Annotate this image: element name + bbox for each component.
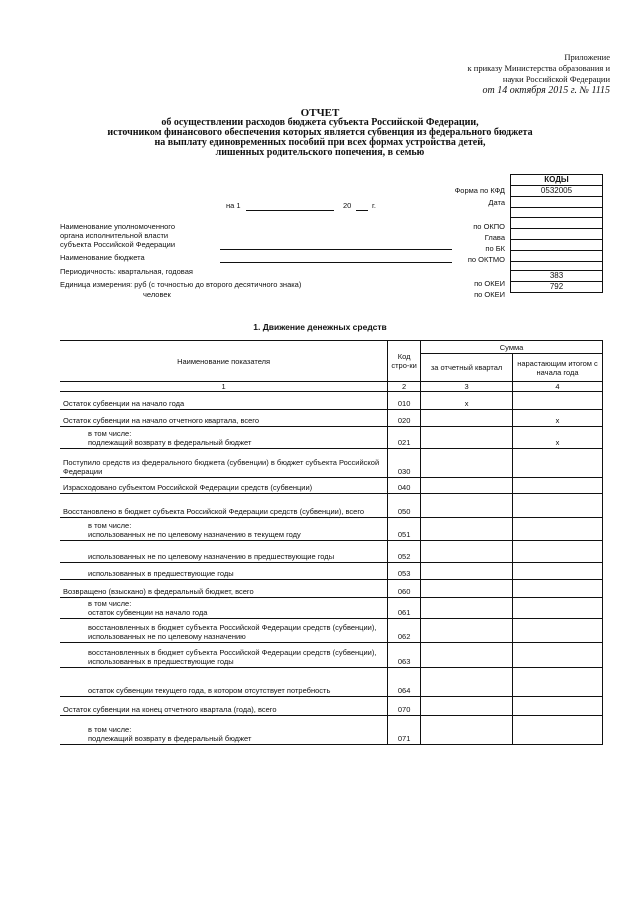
row-quarter-value[interactable]	[421, 541, 513, 563]
oktmo-label: по ОКТМО	[467, 255, 505, 264]
appendix-block	[440, 52, 610, 96]
row-code: 064	[388, 668, 421, 697]
title-line2: источником финансового обеспечения которых является субвенция из федерального бюджета	[107, 127, 533, 138]
appendix-date-line: от 14 октября 2015 г. № 1115	[482, 85, 610, 96]
row-name: Поступило средств из федерального бюджета (субвенции) в бюджет субъекта Российской Федерации	[60, 449, 388, 478]
row-cumulative-value[interactable]	[513, 541, 603, 563]
table-row	[60, 619, 603, 643]
row-cumulative-value[interactable]	[513, 598, 603, 619]
org-label-line1: Наименование уполномоченного	[60, 222, 176, 231]
row-quarter-value[interactable]	[421, 580, 513, 598]
row-cumulative-value[interactable]	[513, 716, 603, 745]
row-quarter-value[interactable]	[421, 449, 513, 478]
unit-label-line1: Единица измерения: руб (с точностью до второго десятичного знака)	[60, 280, 302, 289]
num-1: 1	[60, 382, 388, 392]
okei-label-2: по ОКЕИ	[474, 290, 505, 299]
row-quarter-value[interactable]	[421, 697, 513, 716]
row-name: в том числе: остаток субвенции на начало года	[60, 598, 388, 619]
row-code: 021	[388, 427, 421, 449]
org-label	[60, 222, 175, 249]
row-name: в том числе: подлежащий возврату в федеральный бюджет	[60, 427, 388, 449]
org-label-line2: органа исполнительной власти	[60, 231, 169, 240]
row-cumulative-value[interactable]	[513, 449, 603, 478]
table-row	[60, 478, 603, 494]
table-row	[60, 563, 603, 580]
row-name: в том числе: использованных не по целевому назначению в текущем году	[60, 518, 388, 541]
row-quarter-value[interactable]	[421, 427, 513, 449]
table-row	[60, 668, 603, 697]
row-code: 052	[388, 541, 421, 563]
row-name: Остаток субвенции на начало года	[60, 392, 388, 410]
year-underline[interactable]	[356, 210, 368, 211]
row-cumulative-value[interactable]: x	[513, 410, 603, 427]
okei-label-1: по ОКЕИ	[474, 279, 505, 288]
title-line4: лишенных родительского попечения, в семью	[215, 147, 425, 158]
year-prefix: 20	[343, 201, 352, 210]
date-label: Дата	[488, 198, 505, 207]
form-label: Форма по КФД	[454, 186, 505, 195]
row-code: 050	[388, 494, 421, 518]
row-cumulative-value[interactable]	[513, 643, 603, 668]
row-quarter-value[interactable]	[421, 518, 513, 541]
row-quarter-value[interactable]	[421, 563, 513, 580]
row-quarter-value[interactable]	[421, 643, 513, 668]
row-code: 061	[388, 598, 421, 619]
row-name: в том числе: подлежащий возврату в федеральный бюджет	[60, 716, 388, 745]
row-cumulative-value[interactable]	[513, 478, 603, 494]
form-code-cell[interactable]: 0532005	[510, 185, 603, 197]
row-code: 071	[388, 716, 421, 745]
row-quarter-value[interactable]	[421, 668, 513, 697]
table-row	[60, 392, 603, 410]
num-2: 2	[388, 382, 421, 392]
title-main: ОТЧЕТ	[300, 107, 340, 119]
year-suffix: г.	[372, 201, 376, 210]
report-title	[0, 108, 640, 158]
row-quarter-value[interactable]	[421, 478, 513, 494]
codes-box	[510, 175, 603, 293]
periodicity-label: Периодичность: квартальная, годовая	[60, 267, 193, 276]
table-row	[60, 518, 603, 541]
unit-label-line2: человек	[143, 290, 171, 299]
row-name: восстановленных в бюджет субъекта Российской Федерации средств (субвенции), использованных в предшествующие годы	[60, 643, 388, 668]
row-code: 010	[388, 392, 421, 410]
section-title: 1. Движение денежных средств	[253, 322, 387, 332]
table-row	[60, 541, 603, 563]
row-cumulative-value[interactable]	[513, 518, 603, 541]
table-row	[60, 427, 603, 449]
row-code: 060	[388, 580, 421, 598]
row-quarter-value[interactable]	[421, 494, 513, 518]
row-cumulative-value[interactable]	[513, 494, 603, 518]
row-cumulative-value[interactable]	[513, 697, 603, 716]
row-quarter-value[interactable]	[421, 716, 513, 745]
header-code: Код стро-ки	[388, 341, 421, 382]
table-number-row	[60, 382, 603, 392]
table-row	[60, 449, 603, 478]
bk-label: по БК	[485, 244, 505, 253]
row-name: Остаток субвенции на начало отчетного квартала, всего	[60, 410, 388, 427]
row-code: 062	[388, 619, 421, 643]
row-code: 030	[388, 449, 421, 478]
on-date-prefix: на 1	[226, 201, 241, 210]
row-code: 020	[388, 410, 421, 427]
row-code: 053	[388, 563, 421, 580]
row-quarter-value[interactable]	[421, 598, 513, 619]
table-row	[60, 697, 603, 716]
okei-cell-1[interactable]: 383	[510, 270, 603, 282]
row-quarter-value[interactable]: x	[421, 392, 513, 410]
row-cumulative-value[interactable]	[513, 392, 603, 410]
row-quarter-value[interactable]	[421, 410, 513, 427]
table-row	[60, 598, 603, 619]
row-code: 063	[388, 643, 421, 668]
num-4: 4	[513, 382, 603, 392]
budget-name-label: Наименование бюджета	[60, 253, 145, 262]
row-name: Израсходовано субъектом Российской Федерации средств (субвенции)	[60, 478, 388, 494]
row-cumulative-value[interactable]	[513, 619, 603, 643]
title-line1: об осуществлении расходов бюджета субъекта Российской Федерации,	[161, 117, 479, 128]
header-sum: Сумма	[421, 341, 603, 354]
row-cumulative-value[interactable]	[513, 668, 603, 697]
row-code: 051	[388, 518, 421, 541]
table-row	[60, 410, 603, 427]
org-label-line3: субъекта Российской Федерации	[60, 240, 176, 249]
row-name: Остаток субвенции на конец отчетного квартала (года), всего	[60, 697, 388, 716]
row-quarter-value[interactable]	[421, 619, 513, 643]
codes-header: КОДЫ	[510, 174, 603, 186]
table-row	[60, 716, 603, 745]
header-quarter: за отчетный квартал	[421, 354, 513, 382]
row-name: Восстановлено в бюджет субъекта Российской Федерации средств (субвенции), всего	[60, 494, 388, 518]
row-cumulative-value[interactable]: x	[513, 427, 603, 449]
okpo-label: по ОКПО	[473, 222, 505, 231]
cash-flow-table	[60, 340, 603, 745]
budget-name-underline[interactable]	[220, 262, 452, 263]
appendix-line3: науки Российской Федерации	[502, 74, 610, 84]
org-name-underline[interactable]	[220, 249, 452, 250]
header-cumulative: нарастающим итогом с начала года	[513, 354, 603, 382]
head-label: Глава	[484, 233, 505, 242]
appendix-line1: Приложение	[564, 52, 610, 62]
row-name: использованных не по целевому назначению в предшествующие годы	[60, 541, 388, 563]
row-code: 040	[388, 478, 421, 494]
table-row	[60, 643, 603, 668]
row-name: остаток субвенции текущего года, в котором отсутствует потребность	[60, 668, 388, 697]
num-3: 3	[421, 382, 513, 392]
table-row	[60, 494, 603, 518]
table-row	[60, 580, 603, 598]
table-header-row	[60, 341, 603, 354]
date-underline[interactable]	[246, 210, 334, 211]
okei-cell-2[interactable]: 792	[510, 281, 603, 293]
appendix-line2: к приказу Министерства образования и	[467, 63, 610, 73]
header-name: Наименование показателя	[60, 341, 388, 382]
row-cumulative-value[interactable]	[513, 580, 603, 598]
row-code: 070	[388, 697, 421, 716]
row-name: восстановленных в бюджет субъекта Российской Федерации средств (субвенции), использованных не по целевому назначению	[60, 619, 388, 643]
row-name: Возвращено (взыскано) в федеральный бюджет, всего	[60, 580, 388, 598]
title-line3: на выплату единовременных пособий при всех формах устройства детей,	[154, 137, 486, 148]
row-name: использованных в предшествующие годы	[60, 563, 388, 580]
row-cumulative-value[interactable]	[513, 563, 603, 580]
